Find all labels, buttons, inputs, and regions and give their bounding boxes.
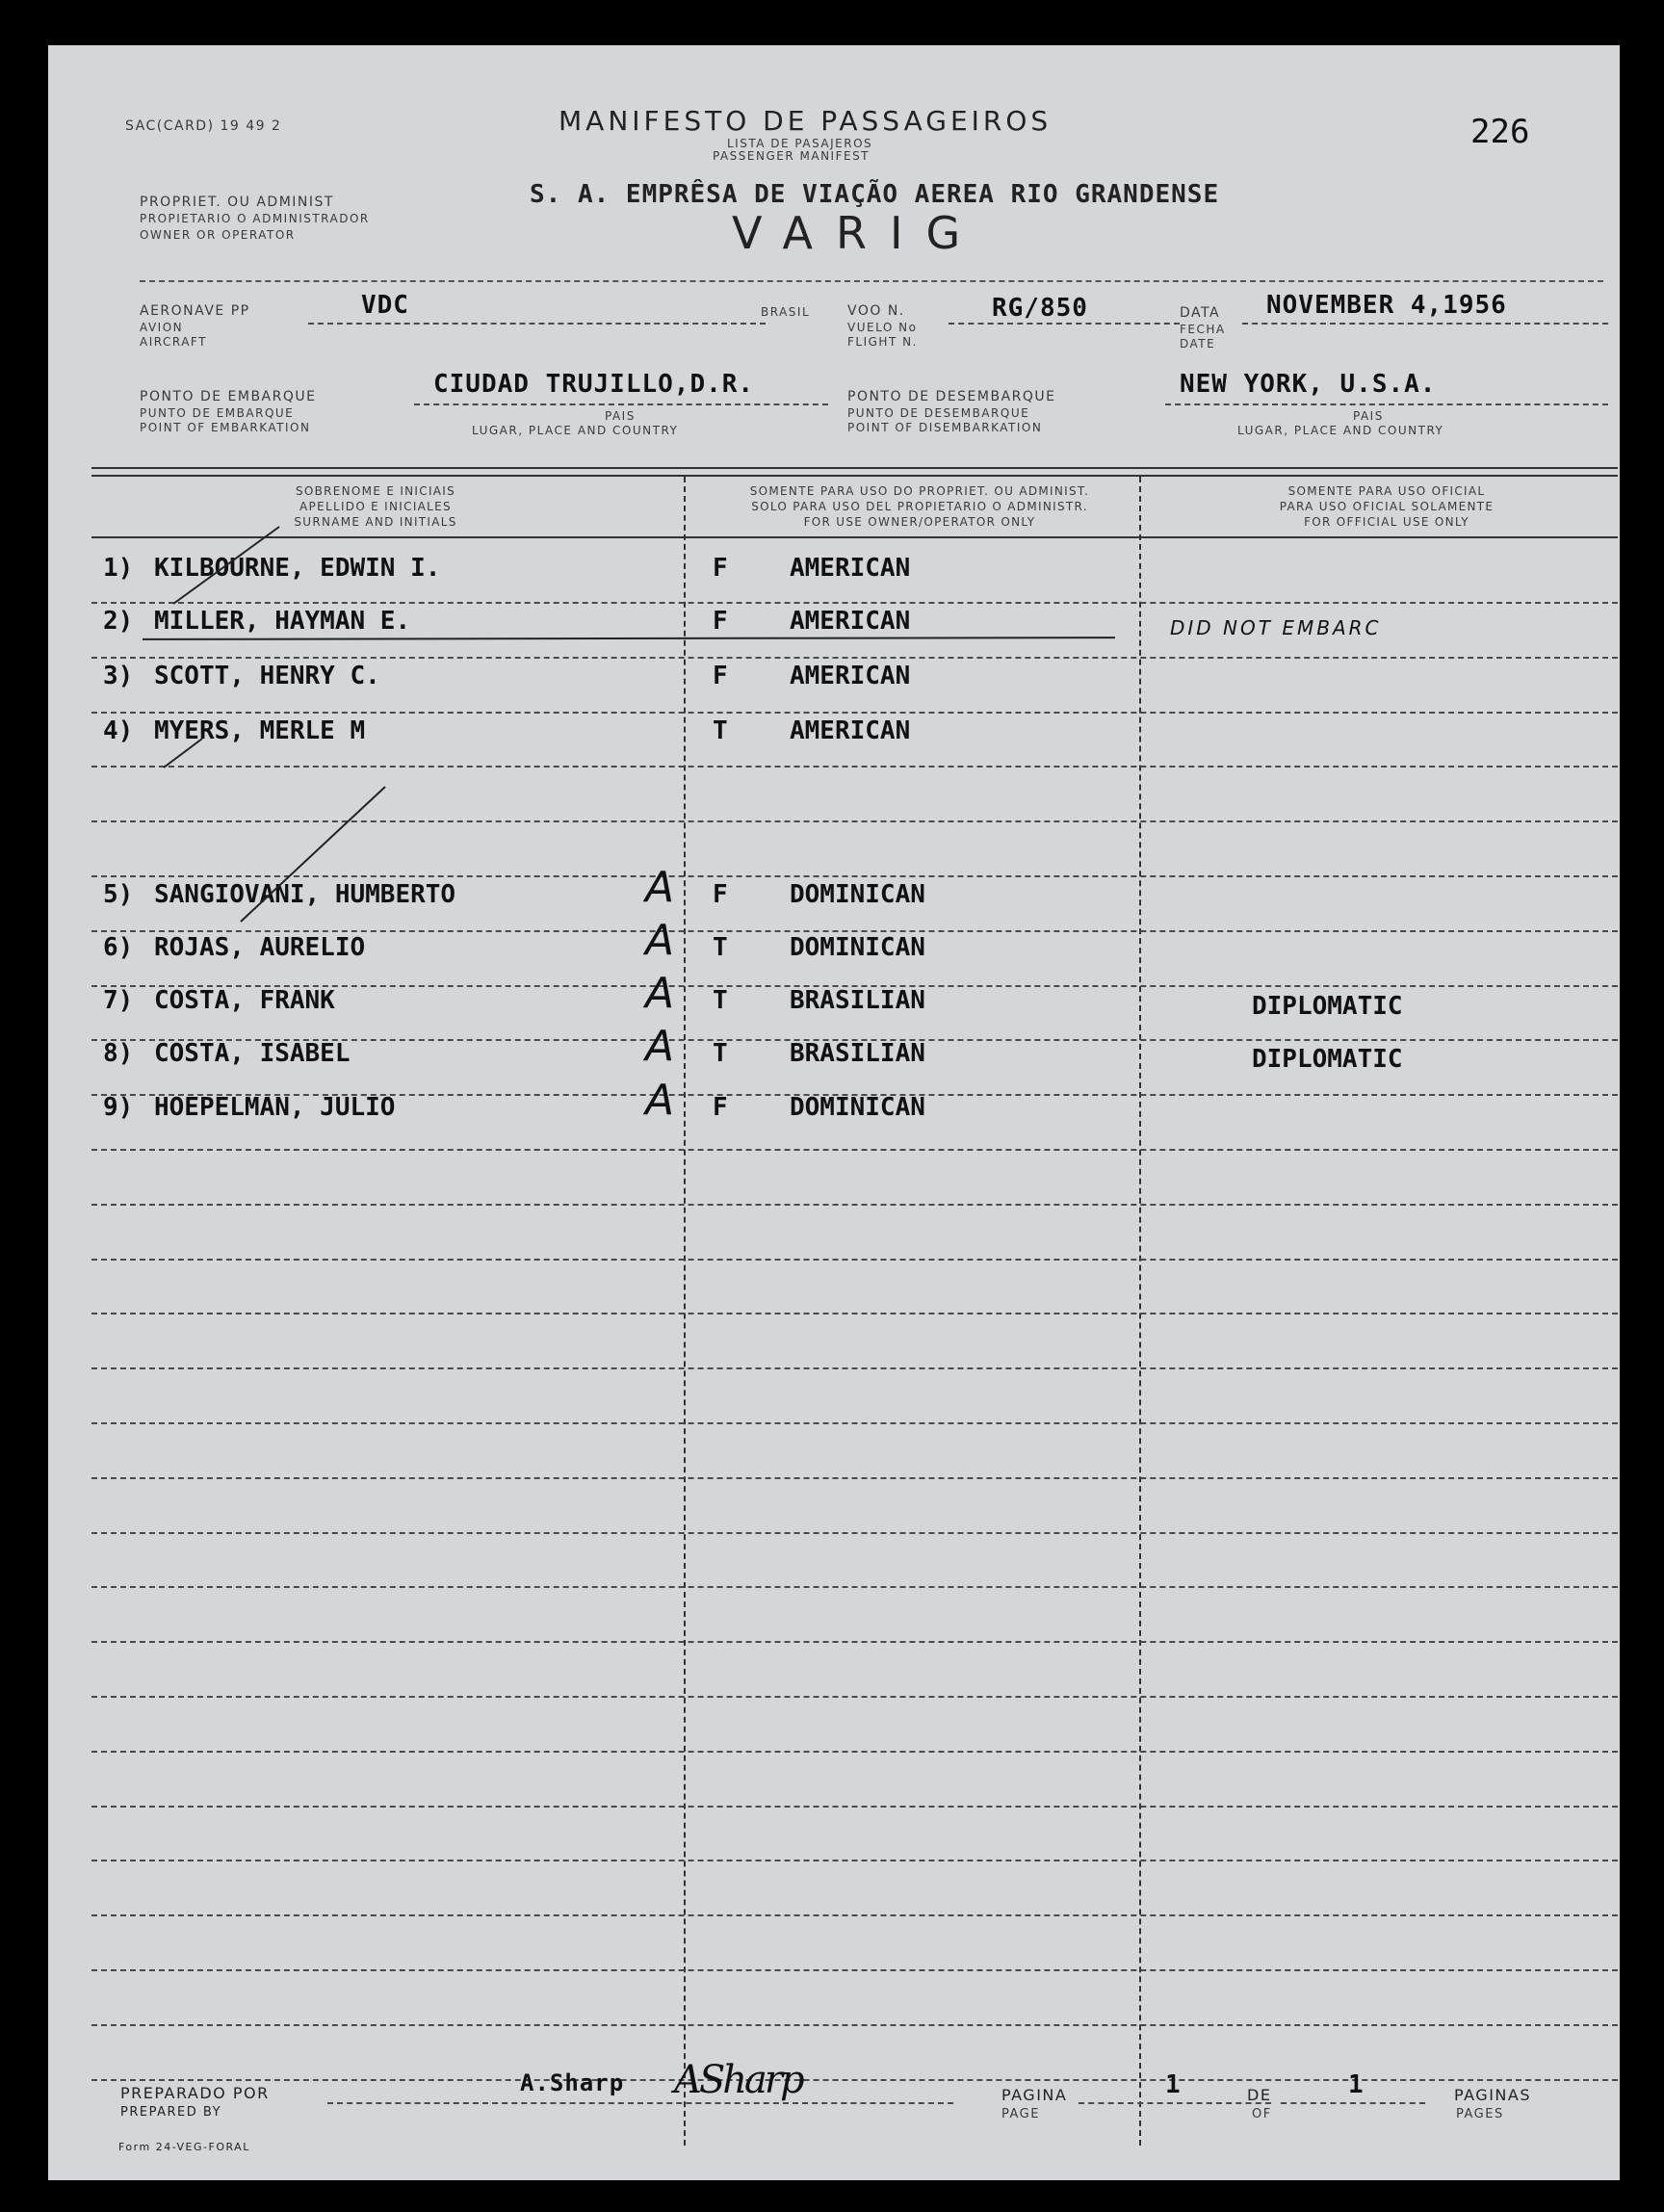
passenger-code: F	[713, 1093, 728, 1122]
owner-label-pt: PROPRIET. OU ADMINIST	[140, 195, 334, 210]
flight-underline	[949, 323, 1180, 325]
passenger-name: KILBOURNE, EDWIN I.	[154, 554, 441, 583]
passenger-code: T	[713, 986, 728, 1015]
hand-mark: A	[645, 1076, 675, 1125]
passenger-nationality: AMERICAN	[790, 607, 911, 636]
passenger-nationality: BRASILIAN	[790, 1039, 925, 1068]
flight-label-pt: VOO N.	[847, 303, 905, 319]
ruled-line	[91, 1313, 1618, 1314]
passenger-name: COSTA, ISABEL	[154, 1039, 351, 1068]
header-divider	[140, 280, 1603, 282]
passenger-nationality: AMERICAN	[790, 716, 911, 745]
passenger-code: T	[713, 1039, 728, 1068]
col1-line-en: SURNAME AND INITIALS	[294, 515, 457, 529]
passenger-code: F	[713, 607, 728, 636]
of-label-en: OF	[1252, 2107, 1272, 2121]
disembark-value: NEW YORK, U.S.A.	[1180, 370, 1437, 399]
page-label-en: PAGE	[1001, 2107, 1040, 2121]
passenger-number: 6)	[103, 933, 134, 962]
date-label-pt: DATA	[1180, 305, 1221, 321]
passenger-number: 4)	[103, 716, 134, 745]
form-reference: Form 24-VEG-FORAL	[118, 2141, 250, 2153]
ruled-line	[91, 1477, 1618, 1479]
col2-line-pt: SOMENTE PARA USO DO PROPRIET. OU ADMINIST.	[749, 484, 1090, 498]
column-divider-2	[1139, 477, 1141, 2146]
table-top-rule-2	[91, 475, 1618, 477]
passenger-number: 3)	[103, 662, 134, 690]
prepared-underline	[327, 2102, 953, 2104]
embark-label-en: POINT OF EMBARKATION	[140, 421, 311, 434]
embark-value: CIUDAD TRUJILLO,D.R.	[433, 370, 755, 399]
embark-sub-en: LUGAR, PLACE AND COUNTRY	[472, 424, 679, 437]
ruled-line	[91, 1696, 1618, 1698]
page-current: 1	[1165, 2070, 1182, 2099]
col1-line-es: APELLIDO E INICIALES	[299, 500, 452, 513]
passenger-number: 5)	[103, 880, 134, 909]
of-label-pt: DE	[1247, 2086, 1272, 2104]
hand-mark: A	[645, 969, 675, 1018]
passenger-number: 9)	[103, 1093, 134, 1122]
signature: ASharp	[674, 2058, 802, 2102]
col2-line-en: FOR USE OWNER/OPERATOR ONLY	[803, 515, 1036, 529]
passenger-name: COSTA, FRANK	[154, 986, 335, 1015]
col2-line-es: SOLO PARA USO DEL PROPIETARIO O ADMINISTR.	[751, 500, 1088, 513]
brand-name: VARIG	[732, 207, 984, 259]
disembark-label-pt: PONTO DE DESEMBARQUE	[847, 389, 1056, 404]
passenger-nationality: AMERICAN	[790, 554, 911, 583]
column-header-official	[1165, 483, 1608, 530]
country-label: BRASIL	[761, 305, 811, 319]
disembark-sub-en: LUGAR, PLACE AND COUNTRY	[1237, 424, 1444, 437]
col3-line-pt: SOMENTE PARA USO OFICIAL	[1287, 484, 1486, 498]
passenger-name: MILLER, HAYMAN E.	[154, 607, 411, 636]
disembark-label-en: POINT OF DISEMBARKATION	[847, 421, 1043, 434]
page-label-pt: PAGINA	[1001, 2086, 1068, 2104]
owner-label-en: OWNER OR OPERATOR	[140, 228, 296, 242]
passenger-name: SCOTT, HENRY C.	[154, 662, 380, 690]
flight-label-en: FLIGHT N.	[847, 335, 918, 349]
disembark-label-es: PUNTO DE DESEMBARQUE	[847, 406, 1030, 420]
prepared-label-pt: PREPARADO POR	[120, 2084, 270, 2102]
embark-sub-pt: PAIS	[605, 409, 636, 423]
official-note: DID NOT EMBARC	[1170, 616, 1382, 639]
manifest-title: MANIFESTO DE PASSAGEIROS	[559, 105, 1053, 137]
disembark-sub-pt: PAIS	[1353, 409, 1384, 423]
ruled-line	[91, 1422, 1618, 1424]
form-code: SAC(CARD) 19 49 2	[125, 118, 282, 134]
column-divider-1	[684, 477, 686, 2146]
passenger-code: F	[713, 554, 728, 583]
passenger-nationality: BRASILIAN	[790, 986, 925, 1015]
ruled-line	[91, 1751, 1618, 1753]
col1-line-pt: SOBRENOME E INICIAIS	[295, 484, 456, 498]
passenger-nationality: DOMINICAN	[790, 933, 925, 962]
page-underline	[1079, 2102, 1271, 2104]
embark-label-es: PUNTO DE EMBARQUE	[140, 406, 295, 420]
passenger-nationality: DOMINICAN	[790, 880, 925, 909]
check-marks	[87, 479, 472, 941]
ruled-line	[91, 1367, 1618, 1369]
pages-label-en: PAGES	[1456, 2107, 1504, 2121]
flight-date: NOVEMBER 4,1956	[1266, 291, 1507, 320]
manifest-subtitle-es: LISTA DE PASAJEROS	[727, 137, 873, 150]
aircraft-label-pt: AERONAVE PP	[140, 303, 250, 319]
official-note: DIPLOMATIC	[1252, 1045, 1403, 1074]
aircraft-label-es: AVION	[140, 321, 184, 334]
official-note: DIPLOMATIC	[1252, 992, 1403, 1021]
table-top-rule	[91, 467, 1618, 469]
column-header-operator	[679, 483, 1160, 530]
aircraft-value: VDC	[361, 291, 409, 320]
ruled-line	[91, 1204, 1618, 1206]
passenger-name: ROJAS, AURELIO	[154, 933, 366, 962]
hand-mark: A	[645, 916, 675, 965]
date-label-en: DATE	[1180, 337, 1216, 351]
passenger-code: T	[713, 933, 728, 962]
manifest-page	[48, 45, 1620, 2180]
pages-label-pt: PAGINAS	[1454, 2086, 1531, 2104]
company-name: S. A. EMPRÊSA DE VIAÇÃO AEREA RIO GRANDENSE	[530, 180, 1220, 209]
col3-line-en: FOR OFFICIAL USE ONLY	[1304, 515, 1469, 529]
ruled-line	[91, 1860, 1618, 1861]
passenger-nationality: DOMINICAN	[790, 1093, 925, 1122]
ruled-line	[91, 2024, 1618, 2026]
date-underline	[1242, 323, 1608, 325]
prepared-by-name: A.Sharp	[520, 2069, 625, 2096]
passenger-code: F	[713, 880, 728, 909]
ruled-line	[91, 1586, 1618, 1588]
flight-label-es: VUELO No	[847, 321, 918, 334]
passenger-number: 7)	[103, 986, 134, 1015]
aircraft-underline	[308, 323, 766, 325]
hand-mark: A	[645, 863, 675, 912]
ruled-line	[91, 1914, 1618, 1916]
prepared-label-en: PREPARED BY	[120, 2105, 222, 2120]
ruled-line	[91, 2079, 1618, 2081]
passenger-number: 2)	[103, 607, 134, 636]
ruled-line	[91, 1532, 1618, 1534]
ruled-line	[91, 1149, 1618, 1151]
date-label-es: FECHA	[1180, 323, 1226, 336]
col3-line-es: PARA USO OFICIAL SOLAMENTE	[1279, 500, 1495, 513]
hand-mark: A	[645, 1022, 675, 1071]
ruled-line	[91, 1641, 1618, 1643]
total-underline	[1281, 2102, 1425, 2104]
passenger-number: 1)	[103, 554, 134, 583]
manifest-subtitle-en: PASSENGER MANIFEST	[713, 149, 871, 163]
passenger-code: T	[713, 716, 728, 745]
passenger-name: MYERS, MERLE M	[154, 716, 366, 745]
page-total: 1	[1348, 2070, 1365, 2099]
page-number: 226	[1470, 113, 1530, 151]
owner-label-es: PROPIETARIO O ADMINISTRADOR	[140, 212, 370, 225]
embark-underline	[414, 403, 828, 405]
ruled-line	[91, 1259, 1618, 1261]
embark-label-pt: PONTO DE EMBARQUE	[140, 389, 317, 404]
passenger-name: HOEPELMAN, JULIO	[154, 1093, 396, 1122]
passenger-code: F	[713, 662, 728, 690]
ruled-line	[91, 1806, 1618, 1808]
passenger-nationality: AMERICAN	[790, 662, 911, 690]
passenger-name: SANGIOVANI, HUMBERTO	[154, 880, 456, 909]
flight-number: RG/850	[992, 294, 1088, 323]
ruled-line	[91, 1969, 1618, 1971]
aircraft-label-en: AIRCRAFT	[140, 335, 207, 349]
passenger-number: 8)	[103, 1039, 134, 1068]
disembark-underline	[1165, 403, 1608, 405]
